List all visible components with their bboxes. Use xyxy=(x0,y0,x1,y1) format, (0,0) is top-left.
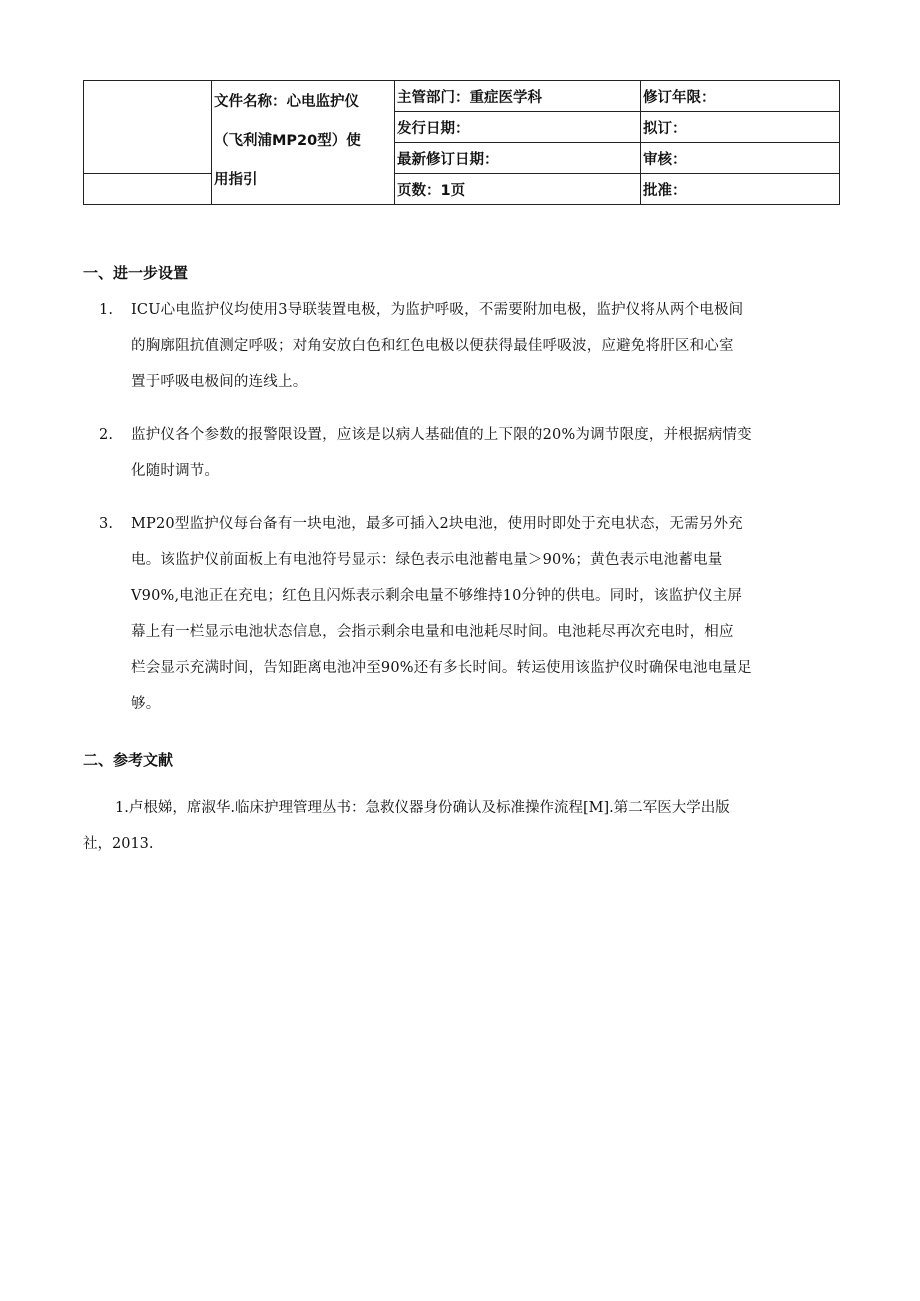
pages-cell: 页数：1页 xyxy=(395,174,641,205)
item-number: 3. xyxy=(99,516,114,532)
paragraph-line: 监护仪各个参数的报警限设置，应该是以病人基础值的上下限的20%为调节限度，并根据病情变 xyxy=(131,427,752,443)
reference-line: 社，2013. xyxy=(83,836,154,852)
approver-cell: 批准： xyxy=(641,174,840,205)
dept-cell: 主管部门：重症医学科 xyxy=(395,81,641,112)
paragraph-line: 化随时调节。 xyxy=(131,463,220,479)
reference-entry xyxy=(83,790,840,862)
item-number: 2. xyxy=(99,427,114,443)
issue-date-cell: 发行日期： xyxy=(395,112,641,143)
latest-revise-cell: 最新修订日期： xyxy=(395,143,641,174)
section-title-references: 二、参考文献 xyxy=(83,751,174,769)
paragraph-line: MP20型监护仪每台备有一块电池，最多可插入2块电池，使用时即处于充电状态，无需另外充 xyxy=(131,516,743,532)
reference-line: 1.卢根娣，席淑华.临床护理管理丛书：急救仪器身份确认及标准操作流程[M].第二军医大学出版 xyxy=(115,800,730,816)
document-header-table xyxy=(83,80,840,205)
list-item-1 xyxy=(83,292,840,400)
item-number: 1. xyxy=(99,302,114,318)
paragraph-line: V90%,电池正在充电；红色且闪烁表示剩余电量不够维持10分钟的供电。同时，该监护仪主屏 xyxy=(131,588,743,604)
paragraph-line: ICU心电监护仪均使用3导联装置电极，为监护呼吸，不需要附加电极，监护仪将从两个电极间 xyxy=(131,302,744,318)
doc-name-line: 用指引 xyxy=(214,172,258,188)
blank-cell xyxy=(84,174,212,205)
doc-name-cell xyxy=(212,81,395,205)
paragraph-line: 的胸廓阻抗值测定呼吸；对角安放白色和红色电极以便获得最佳呼吸波，应避免将肝区和心室 xyxy=(131,338,734,354)
revise-limit-cell: 修订年限： xyxy=(641,81,840,112)
doc-name-line: （飞利浦MP20型）使 xyxy=(214,133,361,149)
list-item-2 xyxy=(83,417,840,489)
paragraph-line: 够。 xyxy=(131,696,161,712)
doc-name-line: 文件名称：心电监护仪 xyxy=(214,94,359,110)
paragraph-line: 电。该监护仪前面板上有电池符号显示：绿色表示电池蓄电量＞90%；黄色表示电池蓄电量 xyxy=(131,552,723,568)
paragraph-line: 栏会显示充满时间，告知距离电池冲至90%还有多长时间。转运使用该监护仪时确保电池电量足 xyxy=(131,660,752,676)
paragraph-line: 幕上有一栏显示电池状态信息，会指示剩余电量和电池耗尽时间。电池耗尽再次充电时，相应 xyxy=(131,624,734,640)
list-item-3 xyxy=(83,506,840,722)
paragraph-line: 置于呼吸电极间的连线上。 xyxy=(131,374,308,390)
logo-cell xyxy=(84,81,212,174)
drafter-cell: 拟订： xyxy=(641,112,840,143)
section-title-setup: 一、进一步设置 xyxy=(83,264,189,282)
reviewer-cell: 审核： xyxy=(641,143,840,174)
